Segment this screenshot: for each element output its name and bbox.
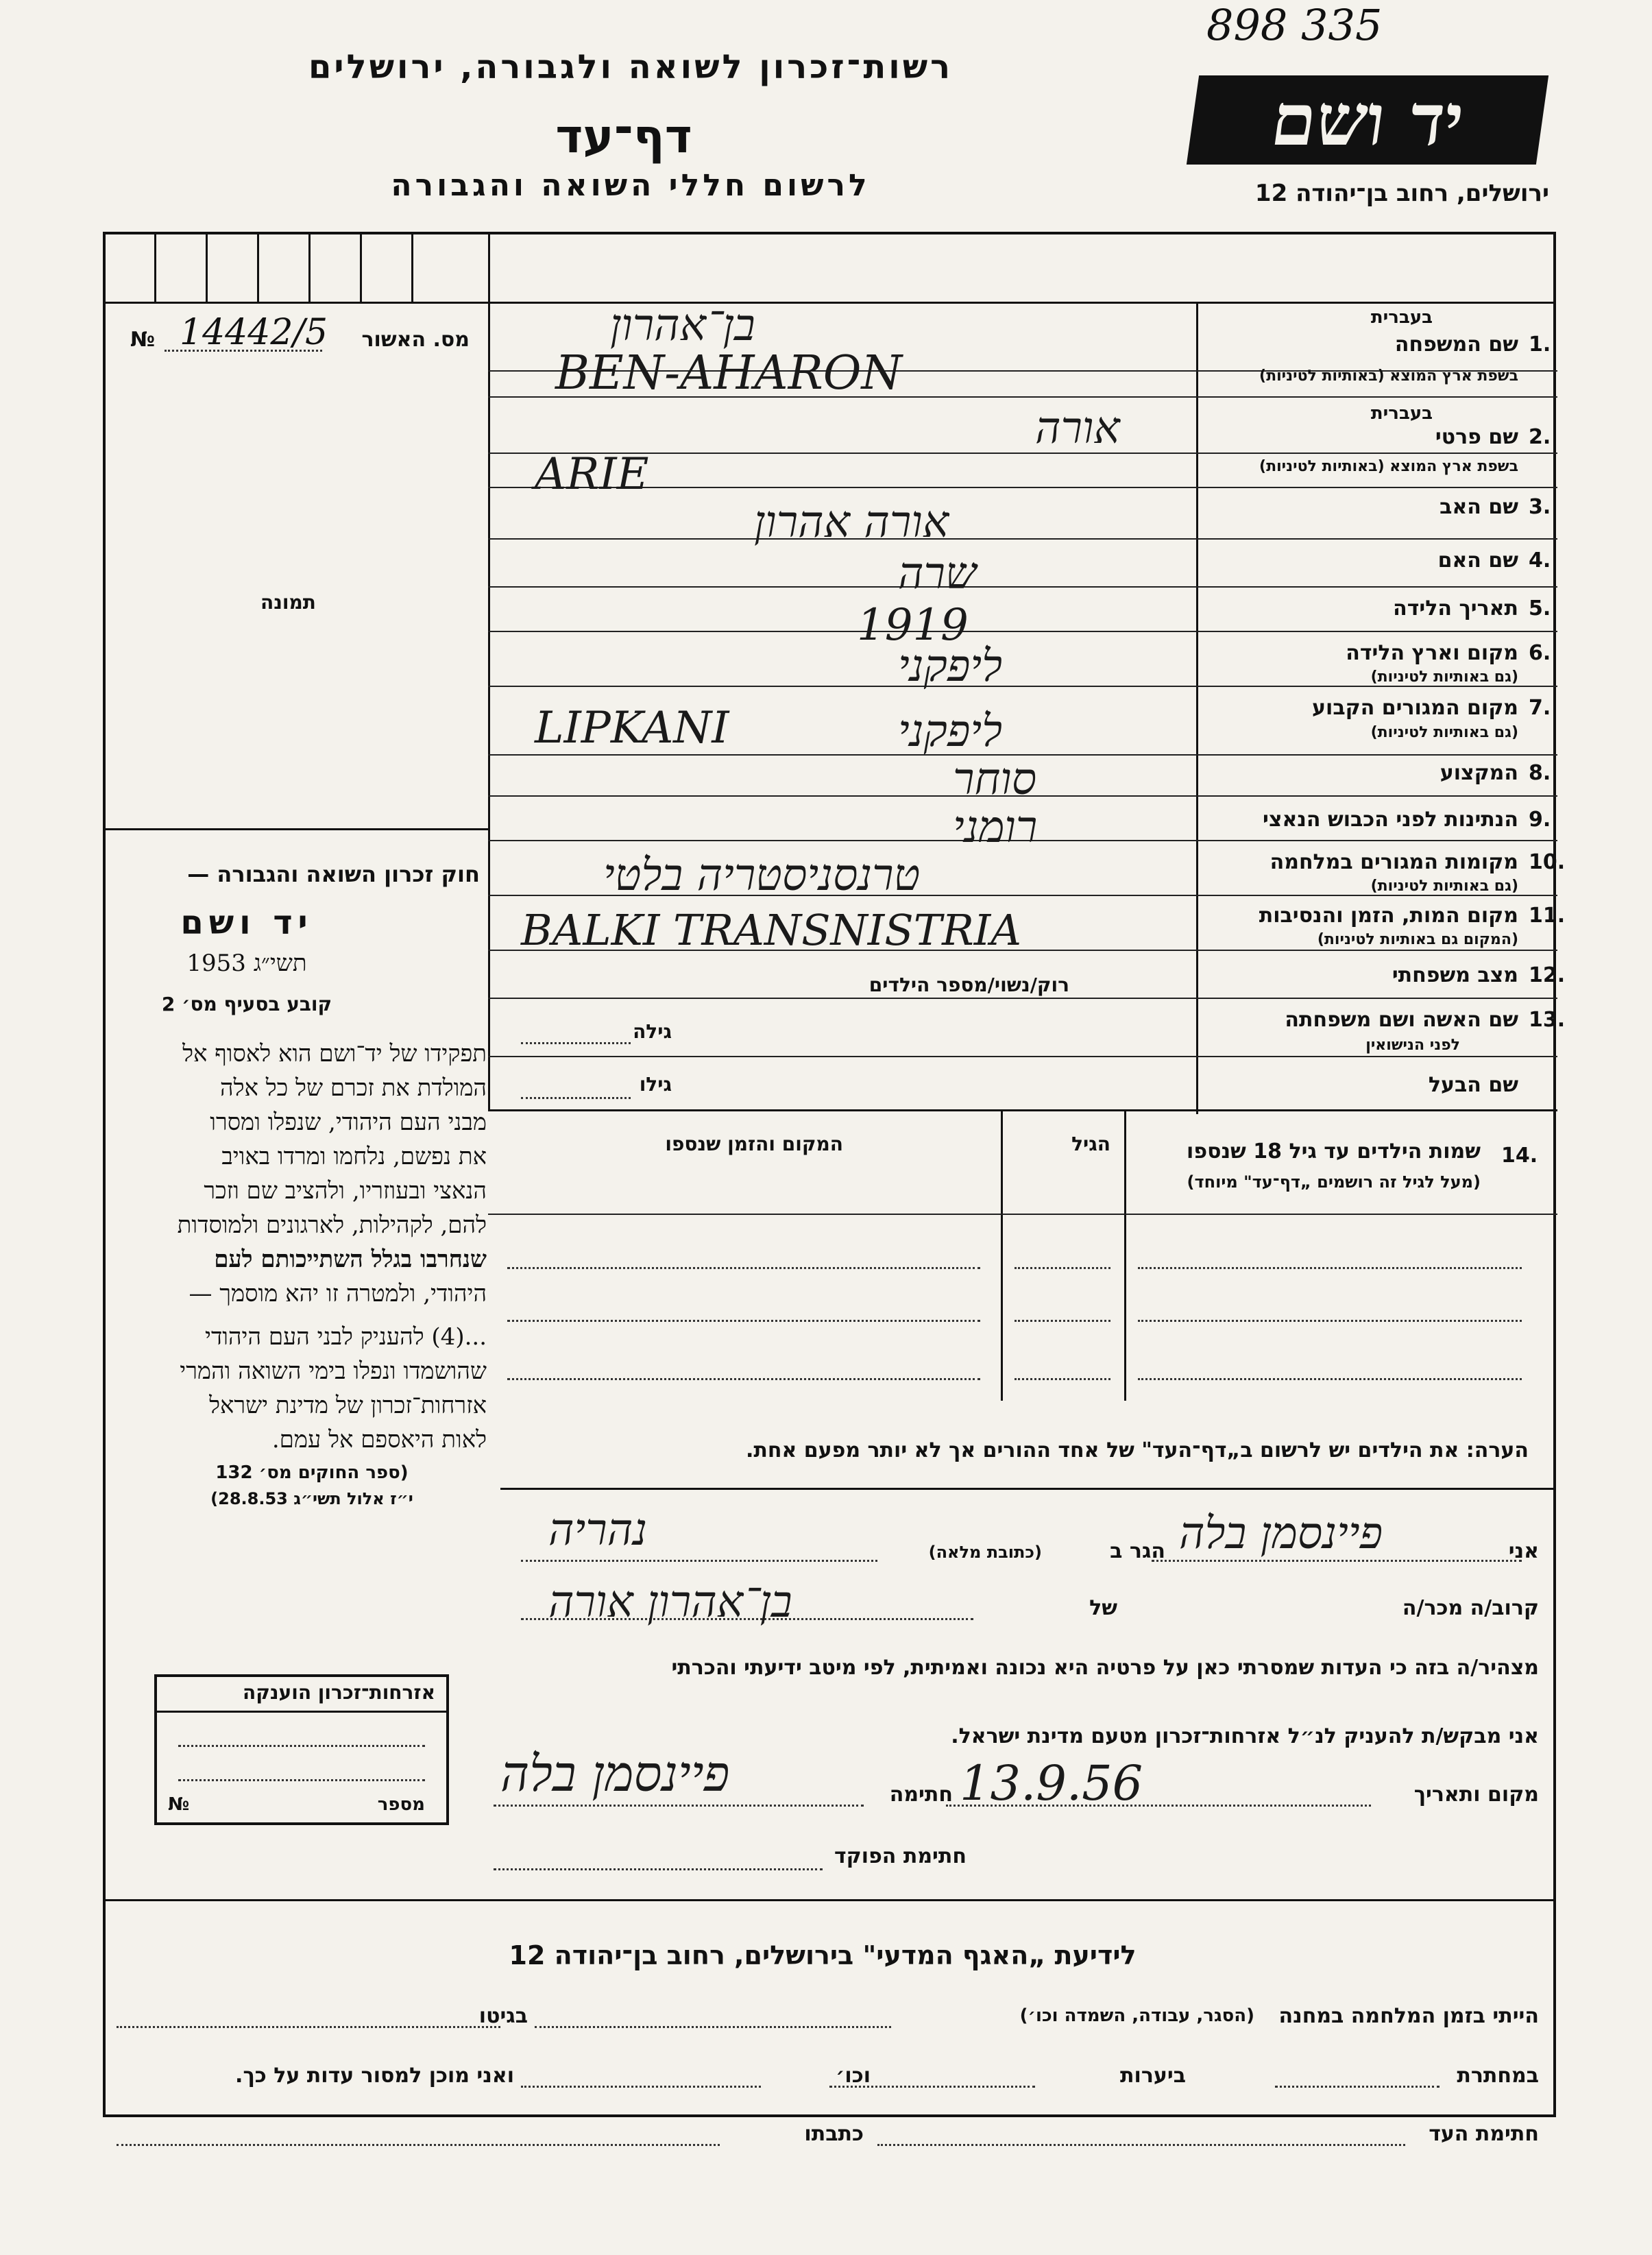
children-title: שמות הילדים עד גיל 18 שנספו (1187, 1139, 1481, 1163)
value-father[interactable]: אורה אהרון (754, 497, 949, 548)
stamp-number: 898 335 (1206, 0, 1383, 50)
law-line: מבני העם היהודי, שנפלו ומסרו (210, 1109, 487, 1136)
decl-place-date: מקום ותאריך (1413, 1783, 1539, 1807)
law-year: תשי״ג 1953 (186, 950, 307, 977)
field-sub: בשפת ארץ המוצא (באותיות לטיניות) (1259, 458, 1518, 475)
bottom-line2-end: ואני מוכן למסור עדות על כך. (235, 2064, 514, 2088)
address: ירושלים, רחוב בן־יהודה 12 (1254, 180, 1549, 207)
law-line: אזרחות־זכרון של מדינת ישראל (209, 1392, 487, 1419)
note: הערה: את הילדים יש לרשום ב„דף־העד" של אחד ההורים אך לא יותר מפעם אחת. (745, 1438, 1529, 1462)
field-number: 5. (1529, 596, 1551, 620)
field-label-nationality: הנתינות לפני הכבוש הנאצי (1263, 808, 1518, 832)
law-line: את נפשם, נלחמו ומרדו באויב (221, 1143, 487, 1170)
value-first-name-lat[interactable]: ARIE (535, 449, 649, 500)
approval-no-symbol: № (130, 328, 156, 352)
field-sub: בשפת ארץ המוצא (באותיות לטיניות) (1259, 367, 1518, 385)
law-heading: חוק זכרון השואה והגבורה — (187, 861, 480, 887)
field-number: 13. (1529, 1008, 1566, 1032)
decl-of: של (1089, 1596, 1117, 1620)
field-number: 7. (1529, 696, 1551, 720)
value-family-name-he[interactable]: בן־אהרון (610, 300, 755, 351)
institution-name: רשות־זכרון לשואה ולגבורה, ירושלים (308, 48, 953, 86)
bottom-line3-start: חתימת העד (1429, 2122, 1539, 2146)
approval-label: מס. האשור (361, 328, 470, 352)
law-source: (ספר החוקים מס׳ 132 (215, 1462, 409, 1483)
law-line: היהודי, ולמטרה זו יהא מוסמך — (189, 1280, 487, 1307)
hebrew-tag: בעברית (1370, 307, 1433, 328)
decl-resides: הגר ב (1110, 1539, 1165, 1563)
field-label-profession: המקצוע (1440, 761, 1518, 785)
law-line: לאות היאספם אל עמם. (271, 1426, 487, 1454)
bottom-line2-etc: וכו׳ (836, 2064, 871, 2088)
law-line: שהושמדו ונפלו בימי השואה והמרי (180, 1358, 487, 1385)
bottom-line2-forests: ביערות (1120, 2064, 1186, 2088)
law-yad-vashem: יד ושם (180, 904, 313, 942)
decl-relative-name[interactable]: בן־אהרון אורה (548, 1577, 792, 1628)
field-sub: (גם באותיות לטיניות) (1370, 878, 1518, 895)
law-line: תפקידו של יד־ושם הוא לאסוף אל (182, 1040, 487, 1068)
children-place-header: המקום והזמן שנספו (665, 1133, 843, 1155)
field-label-father: שם האב (1440, 495, 1518, 519)
value-birth-date[interactable]: 1919 (857, 600, 969, 651)
field-sub: (המקום גם באותיות לטיניות) (1317, 931, 1518, 948)
field-number: 10. (1529, 850, 1566, 874)
form-subtitle: לרשום חללי השואה והגבורה (391, 168, 871, 203)
field-number: 2. (1529, 425, 1551, 449)
decl-address[interactable]: נהריה (548, 1505, 648, 1556)
field-sub: (גם באותיות לטיניות) (1370, 668, 1518, 686)
bottom-title: לידיעת „האגף המדעי" בירושלים, רחוב בן־יהודה 12 (509, 1940, 1137, 1970)
husband-age-label: גילו (639, 1073, 672, 1096)
field-number: 1. (1529, 333, 1551, 357)
field-number: 6. (1529, 641, 1551, 665)
children-subtitle: (מעל לגיל זה רושמים „דף־עד" מיוחד) (1187, 1172, 1481, 1192)
decl-signature[interactable]: פיינסמן בלה (500, 1745, 730, 1802)
bottom-line1-hint: (הסגר, עבודה, השמדה וכו׳) (1019, 2005, 1254, 2026)
photo-label: תמונה (260, 591, 316, 614)
law-line: הנאצי ובעוזריו, ולהציב שם וזכר (204, 1177, 487, 1205)
bottom-line2-start: במחתרת (1457, 2064, 1539, 2088)
hebrew-tag: בעברית (1370, 403, 1433, 424)
col-tick (154, 232, 156, 302)
value-family-name-lat[interactable]: BEN-AHARON (555, 346, 903, 400)
field-label-death: מקום המות, הזמן והנסיבות (1259, 904, 1518, 928)
decl-address-hint: (כתובת מלאה) (928, 1543, 1042, 1562)
citizenship-number-label: מספר (377, 1794, 425, 1815)
value-first-name-he[interactable]: אורה (1035, 403, 1120, 454)
field-label-husband: שם הבעל (1428, 1073, 1518, 1097)
law-source-date: י״ז אלול תשי״ג 28.8.53) (210, 1489, 413, 1508)
field-sub: לפני הנישואין (1365, 1037, 1460, 1054)
marital-options: רוק/נשוי/מספר הילדים (868, 974, 1069, 996)
citizenship-no: № (168, 1794, 190, 1815)
field-label-mother: שם האם (1437, 548, 1518, 572)
decl-date[interactable]: 13.9.56 (960, 1755, 1143, 1811)
wife-age-label: גילה (633, 1020, 672, 1043)
law-line: ...(4) להעניק לבני העם היהודי (205, 1323, 487, 1351)
field-label-residence: מקום המגורים הקבוע (1312, 696, 1518, 720)
law-line: להם, לקהילות, לארגונים ולמוסדות (177, 1211, 487, 1239)
bottom-line1-start: הייתי בזמן המלחמה במחנה (1278, 2004, 1539, 2028)
value-profession[interactable]: סוחר (953, 754, 1037, 805)
field-label-war-residence: מקומות המגורים במלחמה (1270, 850, 1518, 874)
field-label-marital: מצב משפחתי (1392, 963, 1518, 987)
field-sub: (גם באותיות לטיניות) (1370, 724, 1518, 741)
law-line: שנחרבו בגלל השתייכותם לעם (214, 1246, 487, 1273)
field-number: 4. (1529, 548, 1551, 572)
bottom-line3-address: כתבתו (804, 2122, 864, 2146)
law-clause: קובע בסעיף מס׳ 2 (161, 993, 332, 1015)
bottom-line1-end: בגיטו (478, 2004, 528, 2028)
form-title: דף־עד (555, 110, 692, 164)
field-label-birth-date: תאריך הלידה (1393, 596, 1518, 620)
field-label-first-name: שם פרטי (1435, 425, 1518, 449)
decl-signature-label: חתימה (889, 1783, 953, 1807)
value-mother[interactable]: שרה (898, 548, 977, 599)
value-death-place[interactable]: BALKI TRANSNISTRIA (521, 905, 1022, 955)
decl-declare: מצהיר/ה בזה כי העדות שמסרתי כאן על פרטיה היא נכונה ואמיתית, לפי מיטב ידיעתי והכרתי (671, 1656, 1539, 1680)
decl-name[interactable]: פיינסמן בלה (1179, 1508, 1383, 1559)
value-nationality[interactable]: רומני (953, 802, 1038, 853)
field-number: 8. (1529, 761, 1551, 785)
field-number: 12. (1529, 963, 1566, 987)
value-war-residence[interactable]: טרנסניסטריה בלטי (603, 850, 921, 901)
children-age-header: הגיל (1071, 1133, 1110, 1155)
field-label-family-name: שם המשפחה (1394, 333, 1518, 357)
decl-ani: אני (1508, 1539, 1539, 1563)
field-label-birth-place: מקום וארץ הלידה (1346, 641, 1518, 665)
value-residence-he[interactable]: ליפקני (898, 706, 1003, 757)
citizenship-title: אזרחות־זכרון הוענקה (243, 1681, 435, 1704)
approval-number[interactable]: 14442/5 (180, 312, 328, 353)
field-number: 9. (1529, 808, 1551, 832)
decl-official: חתימת הפוקד (834, 1844, 967, 1868)
field-number: 3. (1529, 495, 1551, 519)
logo (1187, 75, 1548, 165)
law-line: המולדת את זכרם של כל אלה (220, 1074, 487, 1102)
value-residence-lat[interactable]: LIPKANI (535, 703, 729, 753)
field-number: 11. (1529, 904, 1566, 928)
decl-request: אני מבקש/ת להעניק לנ״ל אזרחות־זכרון מטעם מדינת ישראל. (951, 1724, 1539, 1748)
field-label-wife: שם האשה ושם משפחתה (1285, 1008, 1518, 1032)
logo-text: יד ושם (1266, 77, 1470, 162)
children-number: 14. (1501, 1144, 1538, 1168)
value-birth-place[interactable]: ליפקני (898, 641, 1003, 692)
decl-relative: קרוב/ה מכר/ה (1402, 1596, 1539, 1620)
